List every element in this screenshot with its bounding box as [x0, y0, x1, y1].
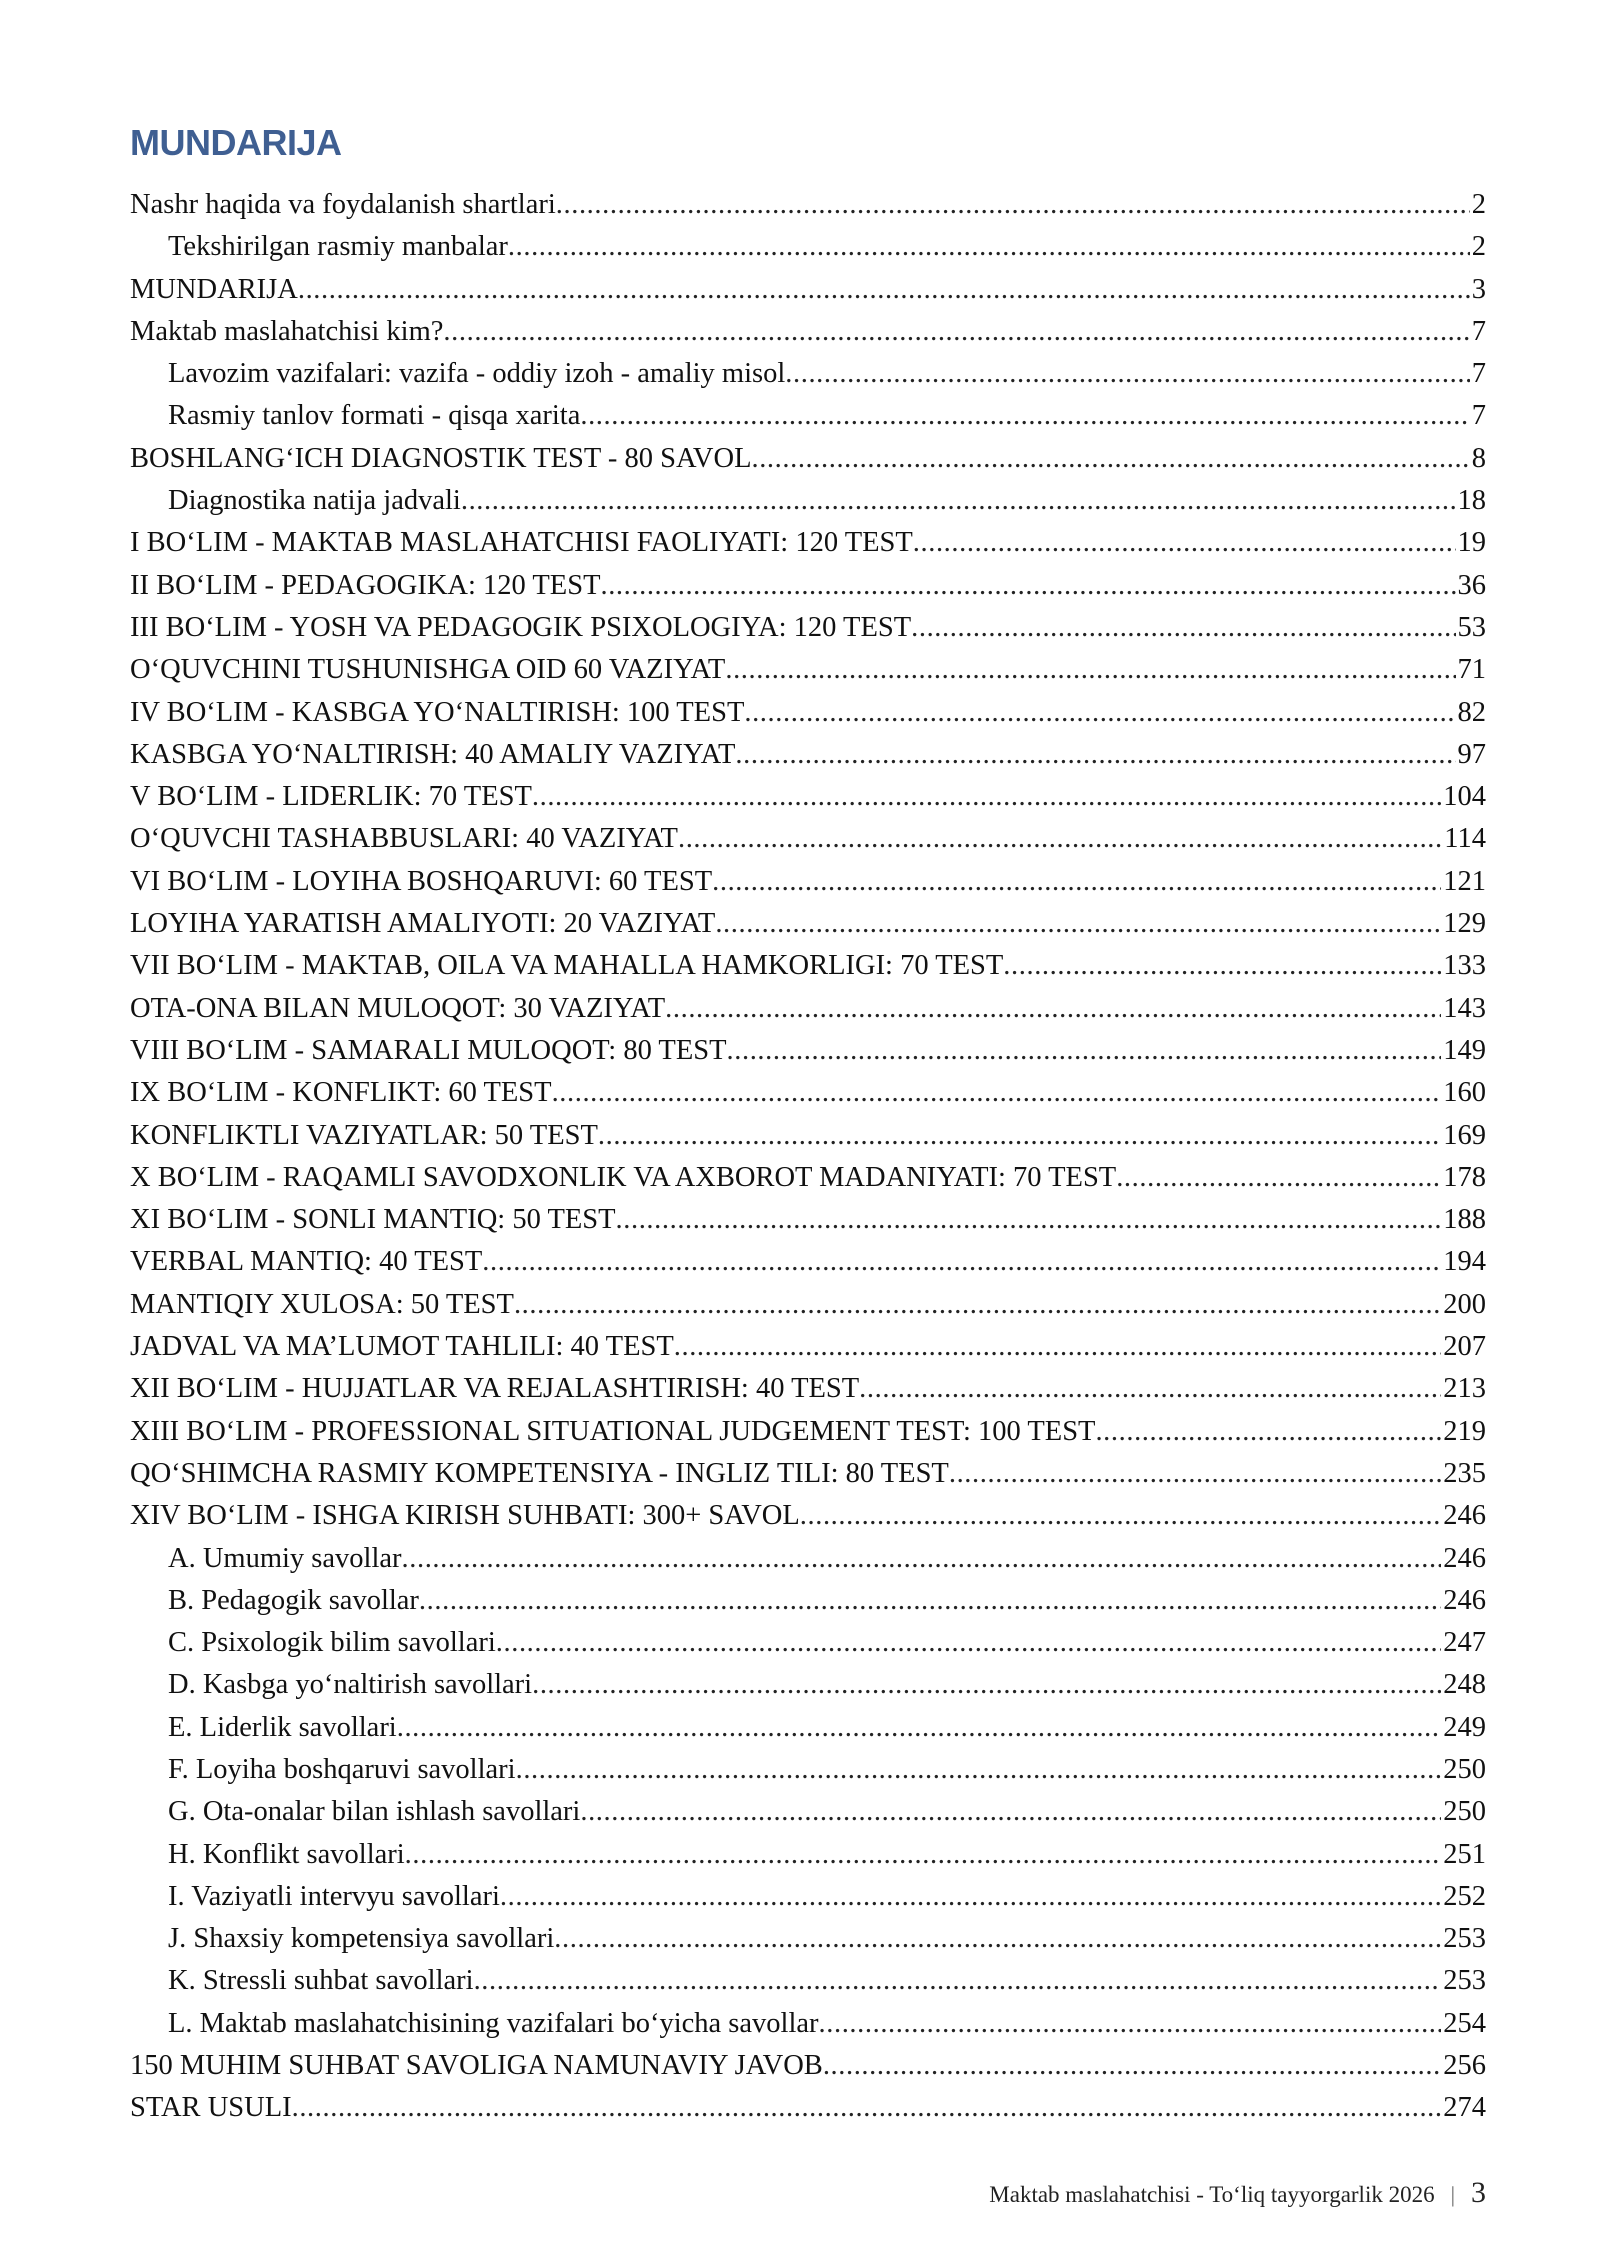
dot-leader: [474, 1960, 1442, 2002]
dot-leader: [819, 2003, 1442, 2045]
dot-leader: [785, 353, 1469, 395]
toc-entry-page: 7: [1471, 358, 1486, 390]
dot-leader: [443, 311, 1469, 353]
toc-entry[interactable]: [130, 2087, 1486, 2129]
toc-entry-page: 213: [1443, 1373, 1486, 1405]
toc-list: [130, 184, 1486, 2130]
toc-entry[interactable]: [130, 2003, 1486, 2045]
dot-leader: [600, 565, 1455, 607]
toc-entry-title: JADVAL VA MA’LUMOT TAHLILI: 40 TEST: [130, 1331, 674, 1363]
toc-entry[interactable]: [130, 988, 1486, 1030]
toc-entry-title: XIV BO‘LIM - ISHGA KIRISH SUHBATI: 300+ SAVOL: [130, 1500, 800, 1532]
toc-entry[interactable]: [130, 1622, 1486, 1664]
dot-leader: [580, 1791, 1441, 1833]
toc-entry-title: MUNDARIJA: [130, 273, 298, 305]
toc-entry-title: VERBAL MANTIQ: 40 TEST: [130, 1246, 483, 1278]
toc-entry-title: KASBGA YO‘NALTIRISH: 40 AMALIY VAZIYAT: [130, 738, 736, 770]
dot-leader: [552, 1072, 1442, 1114]
dot-leader: [580, 395, 1469, 437]
toc-entry-title: J. Shaxsiy kompetensiya savollari: [168, 1923, 555, 1955]
toc-entry-title: VIII BO‘LIM - SAMARALI MULOQOT: 80 TEST: [130, 1034, 727, 1066]
dot-leader: [735, 734, 1455, 776]
toc-entry-page: 207: [1443, 1331, 1486, 1363]
dot-leader: [725, 649, 1455, 691]
toc-entry-page: 19: [1457, 527, 1486, 559]
dot-leader: [616, 1199, 1442, 1241]
toc-entry-title: Tekshirilgan rasmiy manbalar: [168, 231, 508, 263]
toc-entry-page: 97: [1457, 738, 1486, 770]
toc-entry[interactable]: [130, 480, 1486, 522]
toc-entry-title: XII BO‘LIM - HUJJATLAR VA REJALASHTIRISH: 40 TEST: [130, 1373, 860, 1405]
toc-entry-title: Rasmiy tanlov formati - qisqa xarita: [168, 400, 581, 432]
toc-heading: MUNDARIJA: [130, 122, 342, 163]
toc-entry[interactable]: [130, 1072, 1486, 1114]
toc-entry[interactable]: [130, 734, 1486, 776]
toc-entry[interactable]: [130, 1960, 1486, 2002]
toc-entry-title: VI BO‘LIM - LOYIHA BOSHQARUVI: 60 TEST: [130, 865, 713, 897]
toc-entry-title: 150 MUHIM SUHBAT SAVOLIGA NAMUNAVIY JAVOB: [130, 2050, 823, 2082]
toc-entry[interactable]: [130, 1453, 1486, 1495]
toc-entry[interactable]: [130, 1411, 1486, 1453]
toc-entry-title: Lavozim vazifalari: vazifa - oddiy izoh - amaliy misol: [168, 358, 786, 390]
dot-leader: [678, 818, 1442, 860]
toc-entry[interactable]: [130, 395, 1486, 437]
toc-entry[interactable]: [130, 1918, 1486, 1960]
toc-entry[interactable]: [130, 1199, 1486, 1241]
toc-entry-page: 143: [1443, 992, 1486, 1024]
toc-entry-title: K. Stressli suhbat savollari: [168, 1965, 474, 1997]
toc-entry-page: 251: [1443, 1838, 1486, 1870]
toc-entry-page: 36: [1457, 569, 1486, 601]
toc-entry-page: 219: [1443, 1415, 1486, 1447]
toc-entry-title: L. Maktab maslahatchisining vazifalari bo‘yicha savollar: [168, 2007, 819, 2039]
dot-leader: [911, 607, 1455, 649]
dot-leader: [727, 1030, 1442, 1072]
toc-entry-title: I. Vaziyatli intervyu savollari: [168, 1880, 500, 1912]
toc-entry-title: Diagnostika natija jadvali: [168, 485, 461, 517]
toc-entry-page: 250: [1443, 1796, 1486, 1828]
toc-entry-title: STAR USULI: [130, 2092, 292, 2124]
toc-entry-page: 7: [1471, 400, 1486, 432]
toc-entry-page: 8: [1471, 442, 1486, 474]
toc-entry-title: VII BO‘LIM - MAKTAB, OILA VA MAHALLA HAMKORLIGI: 70 TEST: [130, 950, 1004, 982]
dot-leader: [751, 438, 1469, 480]
toc-entry[interactable]: [130, 1664, 1486, 1706]
toc-entry-page: 121: [1443, 865, 1486, 897]
toc-entry-title: IX BO‘LIM - KONFLIKT: 60 TEST: [130, 1077, 552, 1109]
dot-leader: [949, 1453, 1441, 1495]
toc-entry-title: C. Psixologik bilim savollari: [168, 1627, 496, 1659]
toc-entry-title: D. Kasbga yo‘naltirish savollari: [168, 1669, 533, 1701]
toc-entry-title: V BO‘LIM - LIDERLIK: 70 TEST: [130, 781, 532, 813]
toc-entry[interactable]: [130, 353, 1486, 395]
toc-entry-title: H. Konflikt savollari: [168, 1838, 405, 1870]
toc-entry-page: 253: [1443, 1923, 1486, 1955]
toc-entry-title: I BO‘LIM - MAKTAB MASLAHATCHISI FAOLIYATI: 120 TEST: [130, 527, 913, 559]
toc-entry-title: OTA-ONA BILAN MULOQOT: 30 VAZIYAT: [130, 992, 666, 1024]
toc-entry-title: KONFLIKTLI VAZIYATLAR: 50 TEST: [130, 1119, 598, 1151]
toc-entry[interactable]: [130, 1707, 1486, 1749]
toc-entry-title: XI BO‘LIM - SONLI MANTIQ: 50 TEST: [130, 1204, 616, 1236]
toc-entry[interactable]: [130, 607, 1486, 649]
toc-entry-page: 256: [1443, 2050, 1486, 2082]
toc-entry[interactable]: [130, 1241, 1486, 1283]
toc-entry-page: 247: [1443, 1627, 1486, 1659]
toc-entry-page: 274: [1443, 2092, 1486, 2124]
toc-entry-title: XIII BO‘LIM - PROFESSIONAL SITUATIONAL JUDGEMENT TEST: 100 TEST: [130, 1415, 1096, 1447]
toc-entry-title: III BO‘LIM - YOSH VA PEDAGOGIK PSIXOLOGIYA: 120 TEST: [130, 611, 912, 643]
toc-entry-page: 133: [1443, 950, 1486, 982]
toc-entry[interactable]: [130, 1791, 1486, 1833]
dot-leader: [554, 1918, 1441, 1960]
dot-leader: [402, 1538, 1442, 1580]
toc-entry-page: 82: [1457, 696, 1486, 728]
toc-entry[interactable]: [130, 2045, 1486, 2087]
toc-entry-title: E. Liderlik savollari: [168, 1711, 397, 1743]
toc-entry-title: QO‘SHIMCHA RASMIY KOMPETENSIYA - INGLIZ TILI: 80 TEST: [130, 1457, 949, 1489]
toc-entry[interactable]: [130, 522, 1486, 564]
toc-entry-page: 160: [1443, 1077, 1486, 1109]
toc-entry-title: A. Umumiy savollar: [168, 1542, 402, 1574]
dot-leader: [496, 1622, 1441, 1664]
toc-entry-page: 114: [1444, 823, 1486, 855]
toc-entry[interactable]: [130, 1495, 1486, 1537]
toc-entry-page: 2: [1471, 189, 1486, 220]
dot-leader: [859, 1368, 1441, 1410]
dot-leader: [674, 1326, 1442, 1368]
dot-leader: [715, 903, 1441, 945]
toc-entry[interactable]: [130, 1876, 1486, 1918]
dot-leader: [800, 1495, 1441, 1537]
toc-entry[interactable]: [130, 184, 1486, 226]
dot-leader: [532, 776, 1441, 818]
footer-page-number: 3: [1471, 2176, 1486, 2209]
dot-leader: [482, 1241, 1441, 1283]
toc-entry-page: 104: [1443, 781, 1486, 813]
dot-leader: [500, 1876, 1441, 1918]
toc-entry[interactable]: [130, 649, 1486, 691]
dot-leader: [514, 1284, 1441, 1326]
toc-entry-page: 2: [1471, 231, 1486, 263]
toc-entry[interactable]: [130, 1030, 1486, 1072]
dot-leader: [298, 269, 1470, 311]
dot-leader: [1003, 945, 1441, 987]
toc-entry-page: 194: [1443, 1246, 1486, 1278]
toc-entry[interactable]: [130, 692, 1486, 734]
dot-leader: [712, 861, 1441, 903]
toc-entry[interactable]: [130, 1580, 1486, 1622]
toc-entry[interactable]: [130, 1368, 1486, 1410]
toc-entry[interactable]: [130, 438, 1486, 480]
toc-entry[interactable]: [130, 1115, 1486, 1157]
toc-entry[interactable]: [130, 269, 1486, 311]
dot-leader: [598, 1115, 1441, 1157]
dot-leader: [508, 226, 1470, 268]
page-footer: [989, 2176, 1486, 2210]
toc-entry-title: Maktab maslahatchisi kim?: [130, 315, 444, 347]
toc-entry[interactable]: [130, 1749, 1486, 1791]
dot-leader: [556, 184, 1470, 226]
dot-leader: [532, 1664, 1441, 1706]
toc-entry-page: 149: [1443, 1034, 1486, 1066]
toc-entry-title: MANTIQIY XULOSA: 50 TEST: [130, 1288, 514, 1320]
toc-entry-page: 246: [1443, 1500, 1486, 1532]
toc-entry-page: 250: [1443, 1753, 1486, 1785]
dot-leader: [1116, 1157, 1441, 1199]
toc-entry-title: F. Loyiha boshqaruvi savollari: [168, 1753, 516, 1785]
toc-entry-page: 246: [1443, 1584, 1486, 1616]
toc-entry-page: 71: [1457, 654, 1486, 686]
toc-entry-page: 246: [1443, 1542, 1486, 1574]
toc-entry-page: 253: [1443, 1965, 1486, 1997]
toc-entry[interactable]: [130, 861, 1486, 903]
dot-leader: [405, 1834, 1442, 1876]
toc-entry-title: O‘QUVCHINI TUSHUNISHGA OID 60 VAZIYAT: [130, 654, 726, 686]
toc-entry-title: LOYIHA YARATISH AMALIYOTI: 20 VAZIYAT: [130, 908, 716, 940]
toc-entry[interactable]: [130, 945, 1486, 987]
dot-leader: [665, 988, 1441, 1030]
toc-entry-page: 169: [1443, 1119, 1486, 1151]
dot-leader: [823, 2045, 1441, 2087]
dot-leader: [292, 2087, 1442, 2129]
toc-entry-page: 7: [1471, 315, 1486, 347]
toc-entry[interactable]: [130, 565, 1486, 607]
toc-entry-title: B. Pedagogik savollar: [168, 1584, 419, 1616]
toc-entry[interactable]: [130, 1834, 1486, 1876]
toc-entry[interactable]: [130, 903, 1486, 945]
toc-entry-page: 200: [1443, 1288, 1486, 1320]
toc-entry-page: 252: [1443, 1880, 1486, 1912]
footer-title: Maktab maslahatchisi - To‘liq tayyorgarlik 2026: [989, 2182, 1435, 2207]
dot-leader: [419, 1580, 1441, 1622]
toc-entry[interactable]: [130, 1326, 1486, 1368]
toc-entry-page: 254: [1443, 2007, 1486, 2039]
toc-entry-title: II BO‘LIM - PEDAGOGIKA: 120 TEST: [130, 569, 601, 601]
dot-leader: [1095, 1411, 1441, 1453]
dot-leader: [744, 692, 1455, 734]
toc-entry[interactable]: [130, 776, 1486, 818]
dot-leader: [397, 1707, 1442, 1749]
toc-entry-page: 178: [1443, 1161, 1486, 1193]
dot-leader: [913, 522, 1456, 564]
toc-entry-page: 129: [1443, 908, 1486, 940]
dot-leader: [516, 1749, 1442, 1791]
toc-entry[interactable]: [130, 1157, 1486, 1199]
toc-entry-title: G. Ota-onalar bilan ishlash savollari: [168, 1796, 581, 1828]
toc-entry[interactable]: [130, 226, 1486, 268]
toc-entry[interactable]: [130, 1284, 1486, 1326]
toc-entry-page: 18: [1457, 485, 1486, 517]
toc-entry-page: 248: [1443, 1669, 1486, 1701]
toc-entry-title: O‘QUVCHI TASHABBUSLARI: 40 VAZIYAT: [130, 823, 678, 855]
toc-entry[interactable]: [130, 818, 1486, 860]
toc-entry-page: 249: [1443, 1711, 1486, 1743]
toc-entry-page: 53: [1457, 611, 1486, 643]
toc-entry-page: 3: [1471, 273, 1486, 305]
toc-entry-title: BOSHLANG‘ICH DIAGNOSTIK TEST - 80 SAVOL: [130, 442, 752, 474]
footer-separator: |: [1450, 2182, 1455, 2207]
toc-entry[interactable]: [130, 1538, 1486, 1580]
toc-entry-title: Nashr haqida va foydalanish shartlari: [130, 189, 556, 220]
toc-entry-title: IV BO‘LIM - KASBGA YO‘NALTIRISH: 100 TEST: [130, 696, 745, 728]
toc-entry[interactable]: [130, 311, 1486, 353]
toc-entry-page: 188: [1443, 1204, 1486, 1236]
dot-leader: [461, 480, 1456, 522]
toc-entry-title: X BO‘LIM - RAQAMLI SAVODXONLIK VA AXBOROT MADANIYATI: 70 TEST: [130, 1161, 1117, 1193]
toc-entry-page: 235: [1443, 1457, 1486, 1489]
